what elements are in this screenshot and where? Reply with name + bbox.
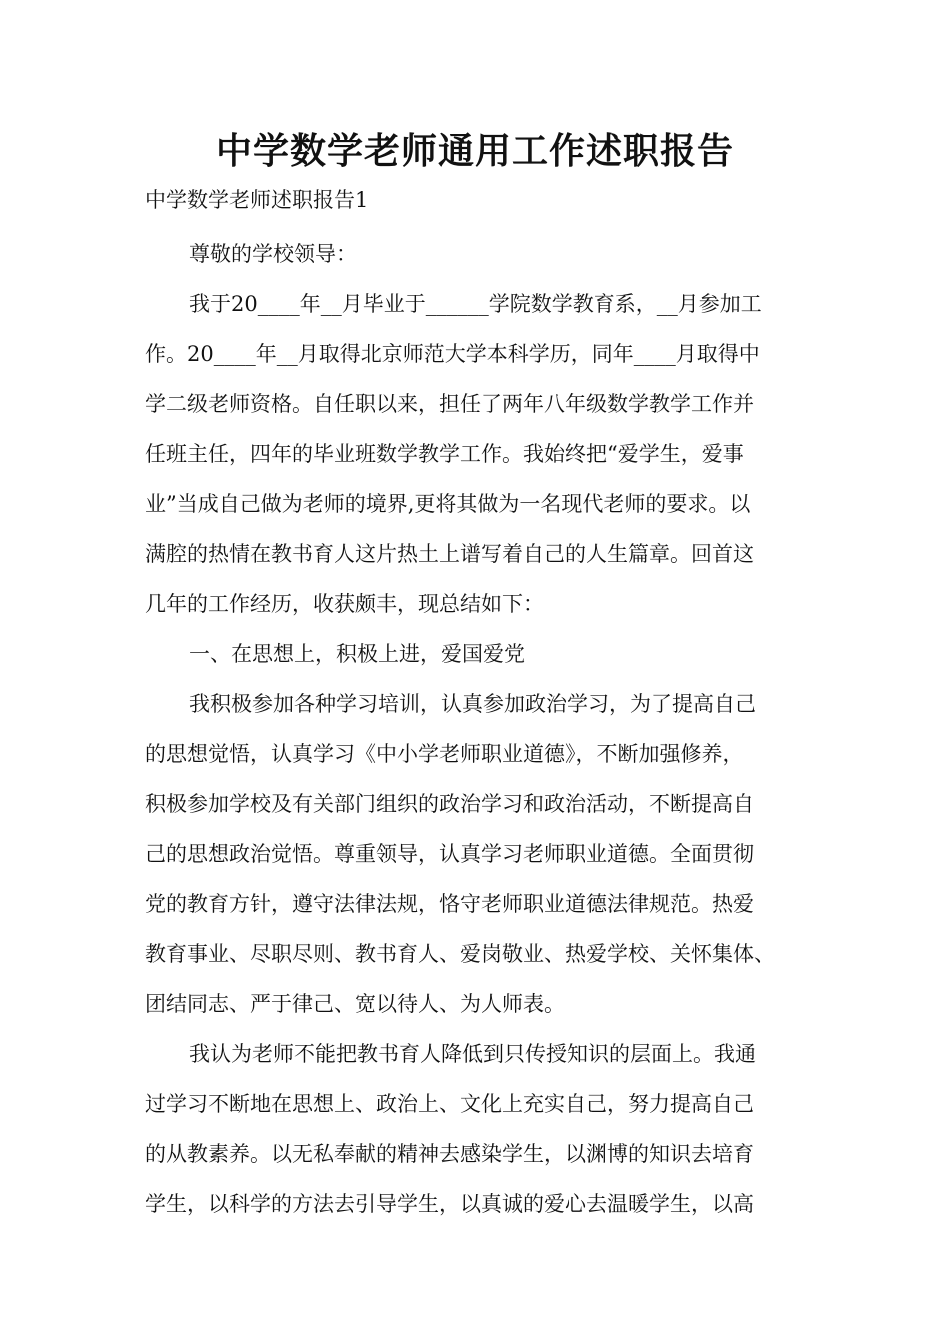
document-subtitle: 中学数学老师述职报告1	[145, 188, 369, 212]
body-text-line: 学生，以科学的方法去引导学生，以真诚的爱心去温暖学生，以高	[145, 1192, 754, 1216]
body-text-line: 的从教素养。以无私奉献的精神去感染学生，以渊博的知识去培育	[145, 1142, 754, 1166]
body-text-line: 的思想觉悟，认真学习《中小学老师职业道德》，不断加强修养，	[145, 742, 744, 766]
body-text-line: 教育事业、尽职尽则、教书育人、爱岗敬业、热爱学校、关怀集体、	[145, 942, 775, 966]
body-text-line: 任班主任，四年的毕业班数学教学工作。我始终把“爱学生，爱事	[145, 442, 744, 466]
body-text-line: 我认为老师不能把教书育人降低到只传授知识的层面上。我通	[189, 1042, 756, 1066]
body-text-line: 团结同志、严于律己、宽以待人、为人师表。	[145, 992, 565, 1016]
body-text-line: 积极参加学校及有关部门组织的政治学习和政治活动，不断提高自	[145, 792, 754, 816]
body-text-line: 几年的工作经历，收获颇丰，现总结如下：	[145, 592, 544, 616]
section-heading: 一、在思想上，积极上进，爱国爱党	[189, 642, 525, 666]
document-title: 中学数学老师通用工作述职报告	[215, 131, 734, 172]
body-text-line: 过学习不断地在思想上、政治上、文化上充实自己，努力提高自己	[145, 1092, 754, 1116]
salutation-line: 尊敬的学校领导：	[189, 242, 357, 266]
body-text-line: 我于20____年__月毕业于______学院数学教育系，__月参加工	[189, 292, 762, 316]
body-text-line: 业”当成自己做为老师的境界,更将其做为一名现代老师的要求。以	[145, 492, 751, 516]
body-text-line: 我积极参加各种学习培训，认真参加政治学习，为了提高自己	[189, 692, 756, 716]
body-text-line: 满腔的热情在教书育人这片热土上谱写着自己的人生篇章。回首这	[145, 542, 754, 566]
body-text-line: 党的教育方针，遵守法律法规，恪守老师职业道德法律规范。热爱	[145, 892, 754, 916]
body-text-line: 作。20____年__月取得北京师范大学本科学历，同年____月取得中	[145, 342, 760, 366]
body-text-line: 学二级老师资格。自任职以来，担任了两年八年级数学教学工作并	[145, 392, 754, 416]
body-text-line: 己的思想政治觉悟。尊重领导，认真学习老师职业道德。全面贯彻	[145, 842, 754, 866]
